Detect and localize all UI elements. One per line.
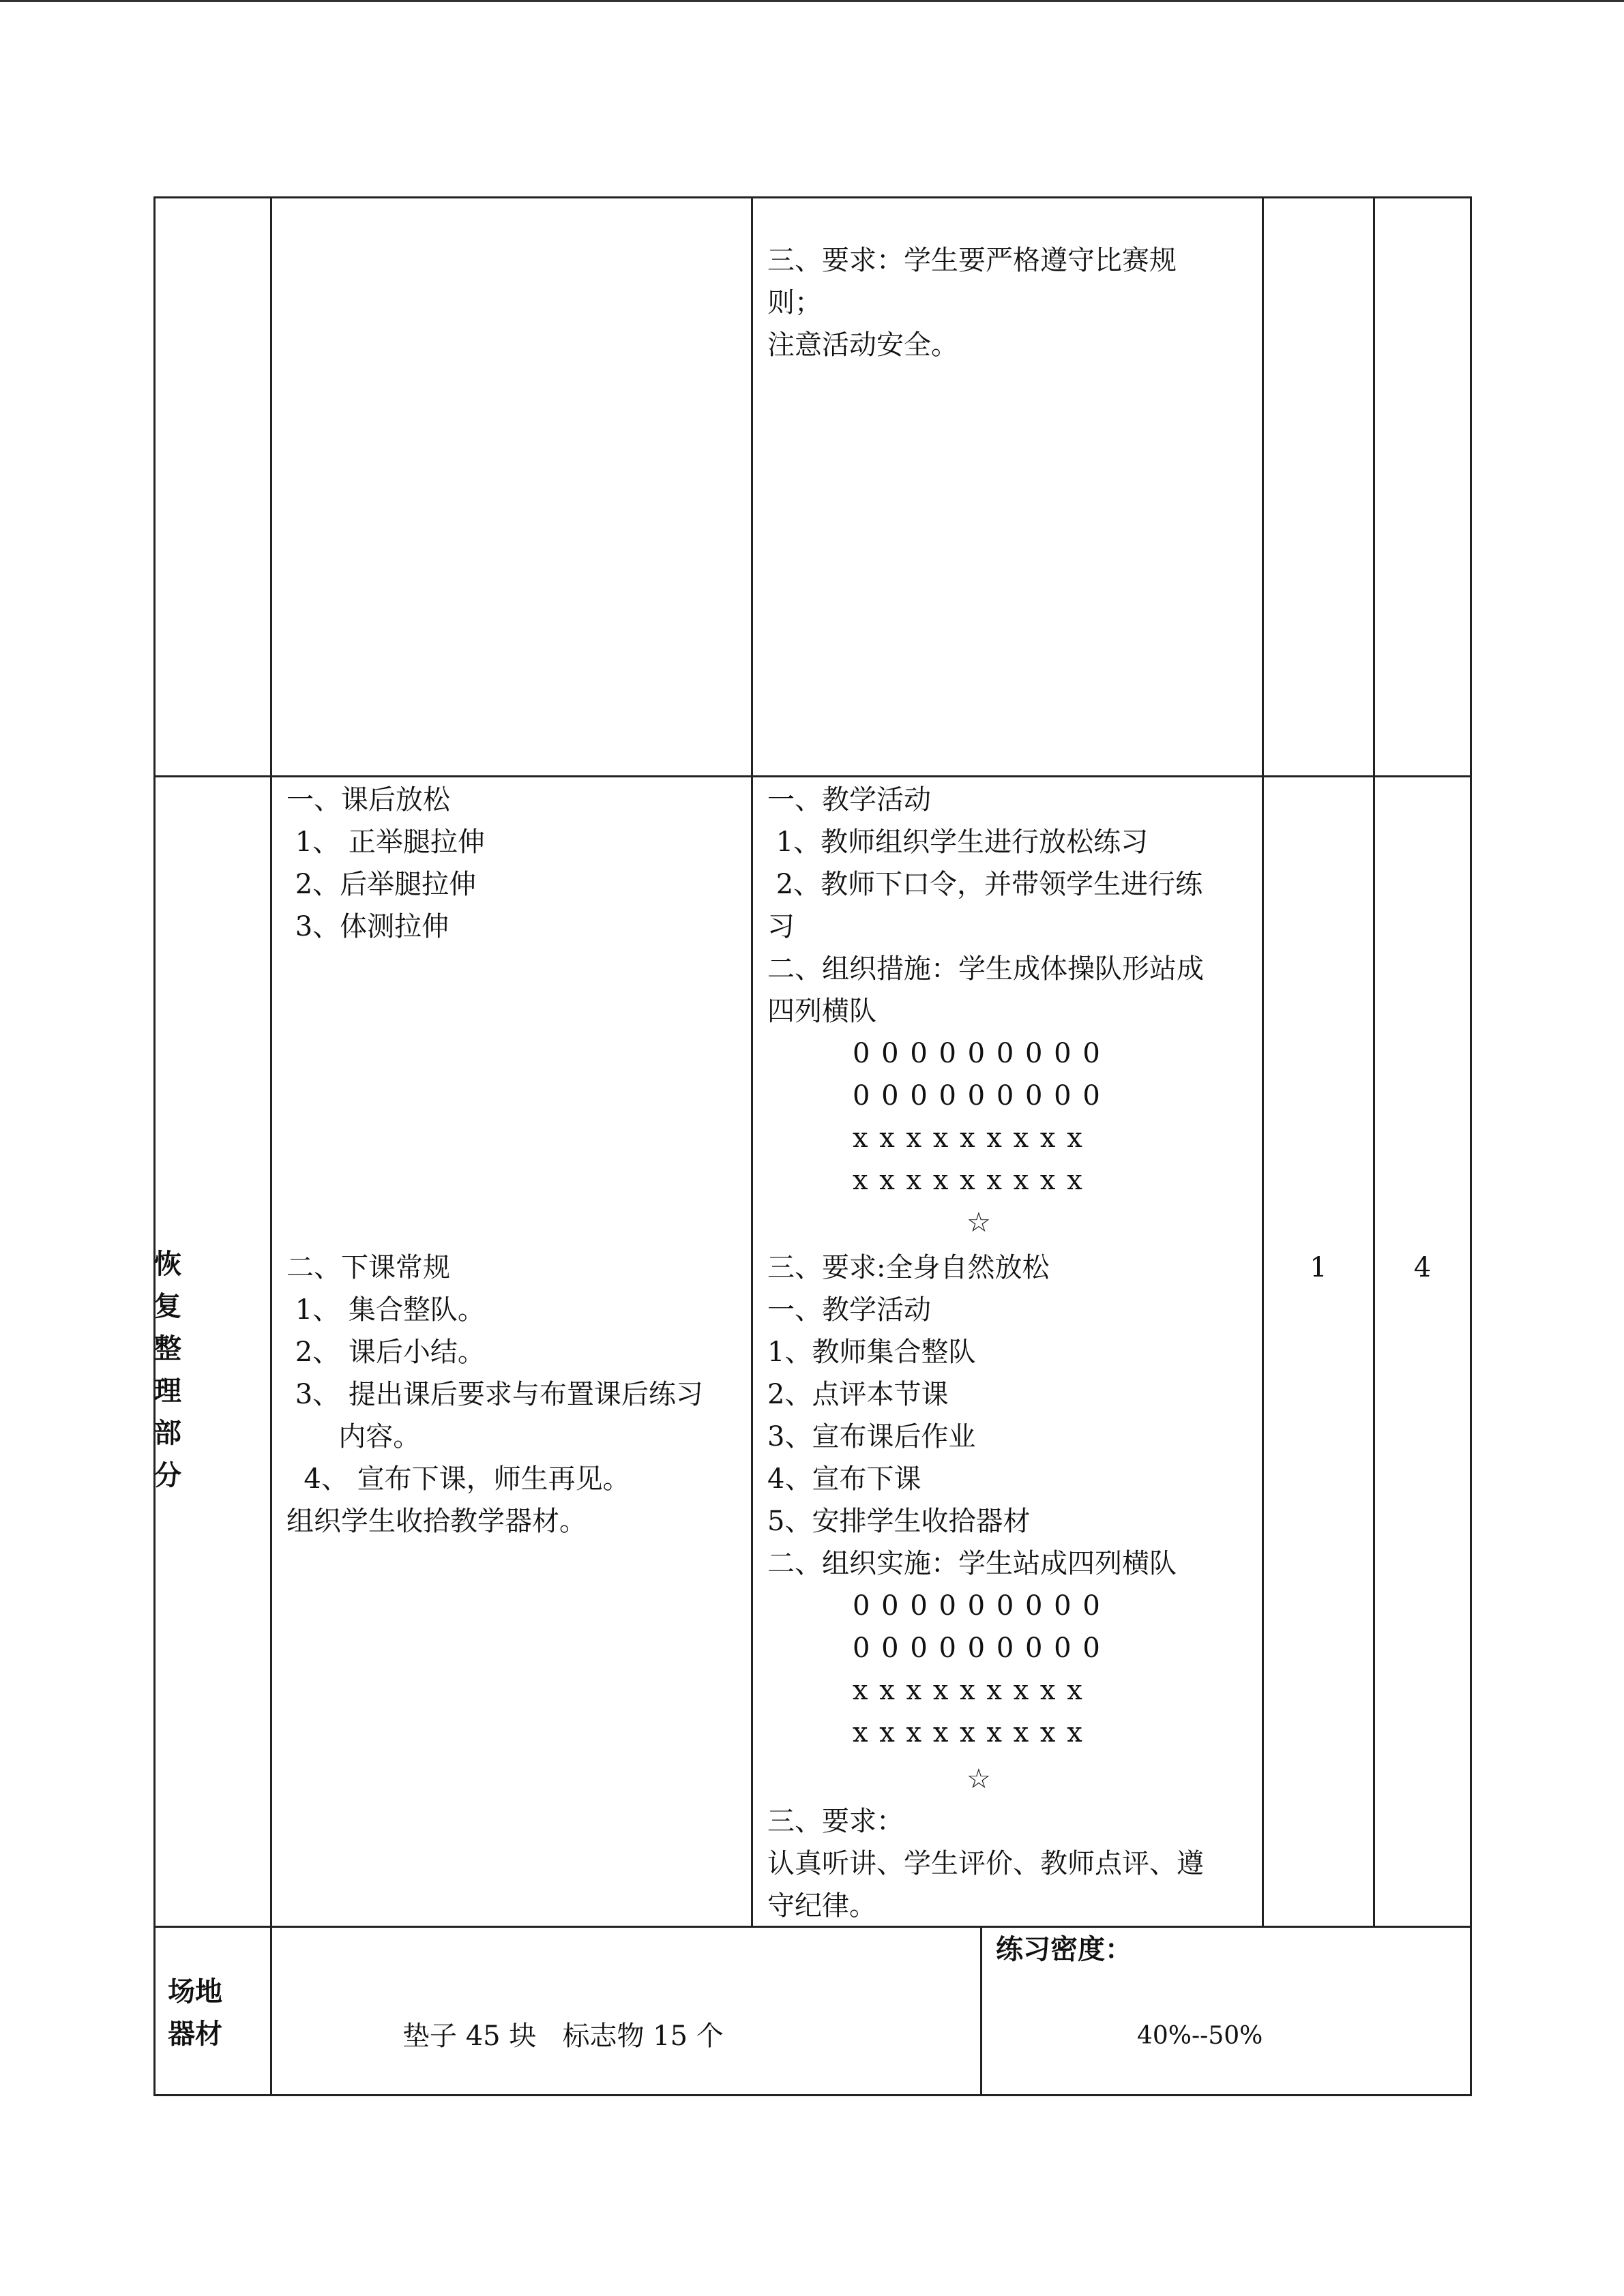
formation-row: x x x x x x x x x bbox=[853, 1717, 1084, 1748]
org-line: 一、教学活动 bbox=[767, 1294, 931, 1326]
org-line: 三、要求:全身自然放松 bbox=[767, 1252, 1050, 1283]
equipment-content: 垫子 45 块 标志物 15 个 bbox=[402, 2021, 724, 2052]
teacher-star-icon: ☆ bbox=[966, 1207, 991, 1238]
org-line: 4、宣布下课 bbox=[767, 1463, 921, 1495]
formation-row: 0 0 0 0 0 0 0 0 0 bbox=[853, 1632, 1102, 1664]
org-line: 四列横队 bbox=[767, 996, 876, 1027]
formation-row: x x x x x x x x x bbox=[853, 1675, 1084, 1706]
formation-row: x x x x x x x x x bbox=[853, 1122, 1084, 1154]
org-line: 5、安排学生收拾器材 bbox=[767, 1506, 1031, 1537]
duration-value: 4 bbox=[1413, 1252, 1432, 1283]
org-line: 守纪律。 bbox=[767, 1890, 876, 1922]
content-line: 内容。 bbox=[286, 1421, 421, 1452]
org-line: 认真听讲、学生评价、教师点评、遵 bbox=[767, 1848, 1204, 1879]
teacher-star-icon: ☆ bbox=[966, 1763, 991, 1795]
practice-density-label: 练习密度： bbox=[996, 1933, 1132, 1965]
content-line: 4、 宣布下课，师生再见。 bbox=[286, 1463, 630, 1495]
org-line: 一、教学活动 bbox=[767, 784, 931, 816]
content-line: 1、 集合整队。 bbox=[286, 1294, 485, 1326]
top-requirement-line-1: 三、要求：学生要严格遵守比赛规 bbox=[767, 245, 1177, 276]
org-line: 2、教师下口令，并带领学生进行练 bbox=[767, 869, 1203, 900]
formation-row: 0 0 0 0 0 0 0 0 0 bbox=[853, 1038, 1102, 1069]
content-line: 1、 正举腿拉伸 bbox=[286, 826, 485, 858]
org-line: 1、教师组织学生进行放松练习 bbox=[767, 826, 1149, 858]
content-line: 3、体测拉伸 bbox=[286, 911, 449, 942]
org-line: 三、要求： bbox=[767, 1806, 904, 1837]
content-line: 组织学生收拾教学器材。 bbox=[286, 1506, 587, 1537]
equipment-label-line-2: 器材 bbox=[168, 2018, 222, 2050]
formation-row: x x x x x x x x x bbox=[853, 1165, 1084, 1196]
page-top-border bbox=[0, 0, 1624, 2]
content-line: 2、后举腿拉伸 bbox=[286, 869, 477, 900]
org-line: 2、点评本节课 bbox=[767, 1379, 949, 1410]
top-requirement-line-3: 注意活动安全。 bbox=[767, 329, 958, 361]
equipment-label-line-1: 场地 bbox=[168, 1976, 222, 2008]
org-line: 二、组织实施：学生站成四列横队 bbox=[767, 1548, 1177, 1579]
practice-density-value: 40%--50% bbox=[1137, 2022, 1263, 2050]
top-requirement-line-2: 则； bbox=[767, 287, 822, 318]
section-label-recovery: 恢 复 整 理 部 分 bbox=[154, 1248, 181, 1491]
content-line: 2、 课后小结。 bbox=[286, 1337, 485, 1368]
times-value: 1 bbox=[1310, 1252, 1327, 1283]
formation-row: 0 0 0 0 0 0 0 0 0 bbox=[853, 1590, 1102, 1622]
content-line: 二、下课常规 bbox=[286, 1252, 450, 1283]
org-line: 习 bbox=[767, 911, 795, 942]
org-line: 二、组织措施：学生成体操队形站成 bbox=[767, 953, 1204, 985]
content-line: 一、课后放松 bbox=[286, 784, 450, 816]
org-line: 3、宣布课后作业 bbox=[767, 1421, 976, 1452]
org-line: 1、教师集合整队 bbox=[767, 1337, 976, 1368]
formation-row: 0 0 0 0 0 0 0 0 0 bbox=[853, 1080, 1102, 1112]
content-line: 3、 提出课后要求与布置课后练习 bbox=[286, 1379, 703, 1410]
